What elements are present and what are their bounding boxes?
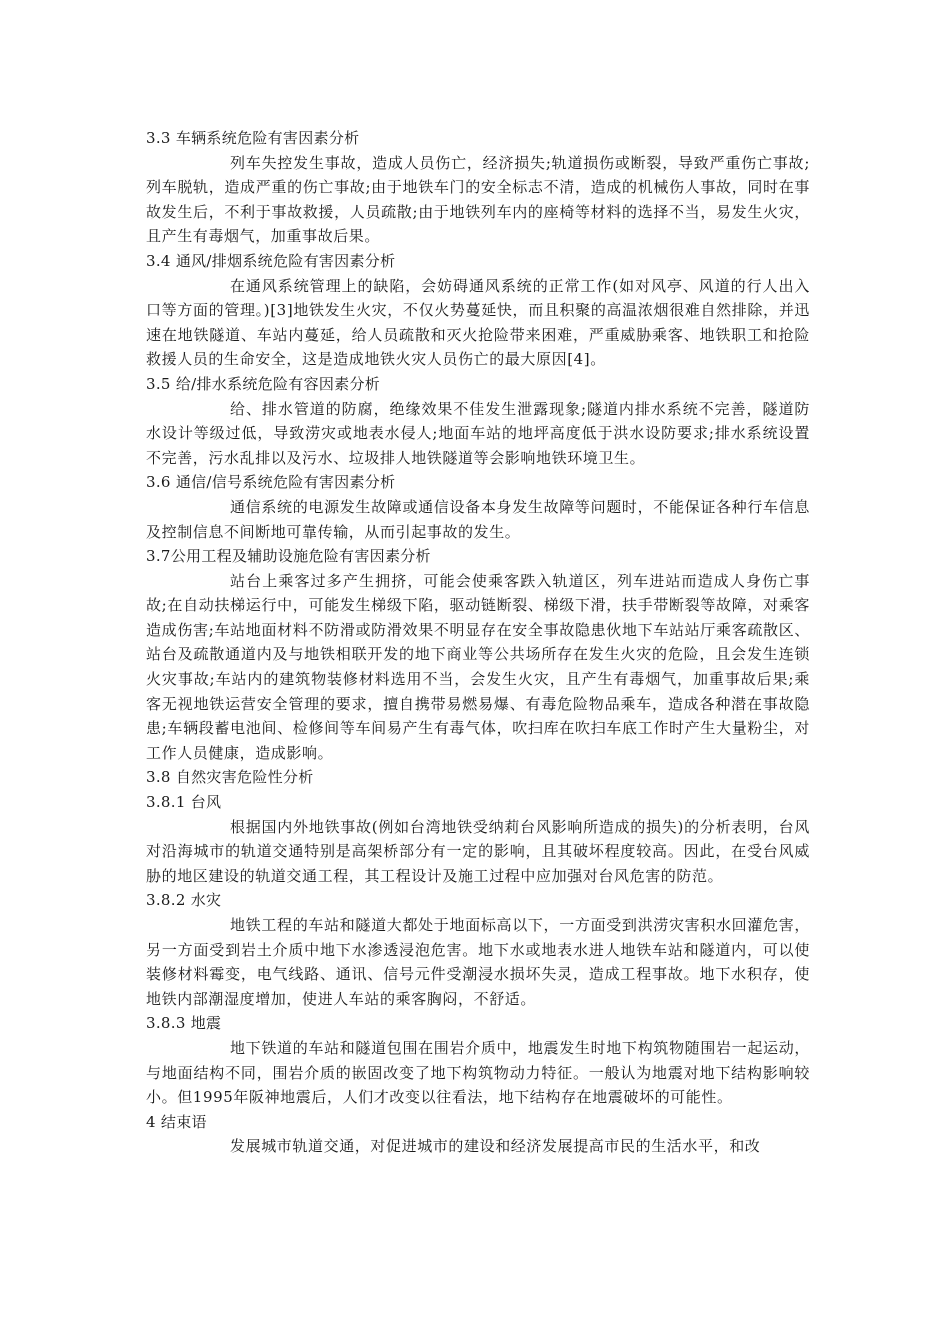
section-3-8 xyxy=(146,765,810,790)
section-heading: 3.4 通风/排烟系统危险有害因素分析 xyxy=(146,251,396,270)
section-heading: 3.8.1 台风 xyxy=(146,793,222,812)
section-paragraph: 地下铁道的车站和隧道包围在围岩介质中，地震发生时地下构筑物随围岩一起运动，与地面结构不同，围岩介质的嵌固改变了地下构筑物动力特征。一般认为地震对地下结构影响较小。但1995年阪神地震后，人们才改变以往看法，地下结构存在地震破坏的可能性。 xyxy=(146,1038,810,1107)
section-3-4 xyxy=(146,249,810,372)
section-3-8-3 xyxy=(146,1011,810,1109)
section-3-3 xyxy=(146,126,810,249)
section-paragraph: 给、排水管道的防腐，绝缘效果不佳发生泄露现象;隧道内排水系统不完善，隧道防水设计等级过低，导致涝灾或地表水侵人;地面车站的地坪高度低于洪水设防要求;排水系统设置不完善，污水乱排以及污水、垃圾排人地铁隧道等会影响地铁环境卫生。 xyxy=(146,399,810,467)
section-paragraph: 根据国内外地铁事故(例如台湾地铁受纳莉台风影响所造成的损失)的分析表明，台风对沿海城市的轨道交通特别是高架桥部分有一定的影响，且其破坏程度较高。因此，在受台风威胁的地区建设的轨道交通工程，其工程设计及施工过程中应加强对台风危害的防范。 xyxy=(146,817,810,885)
section-3-6 xyxy=(146,470,810,544)
section-heading: 3.3 车辆系统危险有害因素分析 xyxy=(146,129,360,147)
document-body xyxy=(146,126,810,1159)
section-paragraph: 站台上乘客过多产生拥挤，可能会使乘客跌入轨道区，列车进站而造成人身伤亡事故;在自动扶梯运行中，可能发生梯级下陷，驱动链断裂、梯级下滑，扶手带断裂等故障，对乘客造成伤害;车站地面材料不防滑或防滑效果不明显存在安全事故隐患伙地下车站站厅乘客疏散区、站台及疏散通道内及与地铁相联开发的地下商业等公共场所存在发生火灾的危险，且会发生连锁火灾事故;车站内的建筑物装修材料选用不当，会发生火灾，且产生有毒烟气，加重事故后果;乘客无视地铁运营安全管理的要求，擅自携带易燃易爆、有毒危险物品乘车，造成各种潜在事故隐患;车辆段蓄电池间、检修间等车间易产生有毒气体，吹扫库在吹扫车底工作时产生大量粉尘，对工作人员健康，造成影响。 xyxy=(146,571,810,762)
section-heading: 4 结束语 xyxy=(146,1112,207,1131)
section-3-5 xyxy=(146,372,810,470)
section-paragraph: 地铁工程的车站和隧道大都处于地面标高以下，一方面受到洪涝灾害积水回灌危害，另一方面受到岩土介质中地下水渗透浸泡危害。地下水或地表水进人地铁车站和隧道内，可以使装修材料霉变，电气线路、通讯、信号元件受潮浸水损坏失灵，造成工程事故。地下水积存，使地铁内部潮湿度增加，使进人车站的乘客胸闷，不舒适。 xyxy=(146,916,810,1008)
section-3-7 xyxy=(146,544,810,765)
section-heading: 3.8 自然灾害危险性分析 xyxy=(146,768,314,787)
section-3-8-2 xyxy=(146,888,810,1011)
section-3-8-1 xyxy=(146,790,810,888)
section-heading: 3.8.3 地震 xyxy=(146,1014,222,1033)
section-paragraph: 发展城市轨道交通，对促进城市的建设和经济发展提高市民的生活水平，和改 xyxy=(230,1137,761,1156)
section-4 xyxy=(146,1110,810,1159)
section-heading: 3.5 给/排水系统危险有容因素分析 xyxy=(146,374,381,393)
section-paragraph: 列车失控发生事故，造成人员伤亡，经济损失;轨道损伤或断裂，导致严重伤亡事故;列车脱轨，造成严重的伤亡事故;由于地铁车门的安全标志不清，造成的机械伤人事故，同时在事故发生后，不利于事故救援，人员疏散;由于地铁列车内的座椅等材料的选择不当，易发生火灾，且产生有毒烟气，加重事故后果。 xyxy=(146,153,810,246)
section-heading: 3.8.2 水灾 xyxy=(146,891,222,910)
section-paragraph: 在通风系统管理上的缺陷，会妨碍通风系统的正常工作(如对风亭、风道的行人出入口等方面的管理。)[3]地铁发生火灾，不仅火势蔓延快，而且积聚的高温浓烟很难自然排除，并迅速在地铁隧道、车站内蔓延，给人员疏散和灭火抢险带来困难，严重威胁乘客、地铁职工和抢险救援人员的生命安全，这是造成地铁火灾人员伤亡的最大原因[4]。 xyxy=(146,276,810,369)
section-heading: 3.7公用工程及辅助设施危险有害因素分析 xyxy=(146,547,431,566)
section-heading: 3.6 通信/信号系统危险有害因素分析 xyxy=(146,473,396,492)
section-paragraph: 通信系统的电源发生故障或通信设备本身发生故障等问题时，不能保证各种行车信息及控制信息不间断地可靠传输，从而引起事故的发生。 xyxy=(146,497,810,541)
